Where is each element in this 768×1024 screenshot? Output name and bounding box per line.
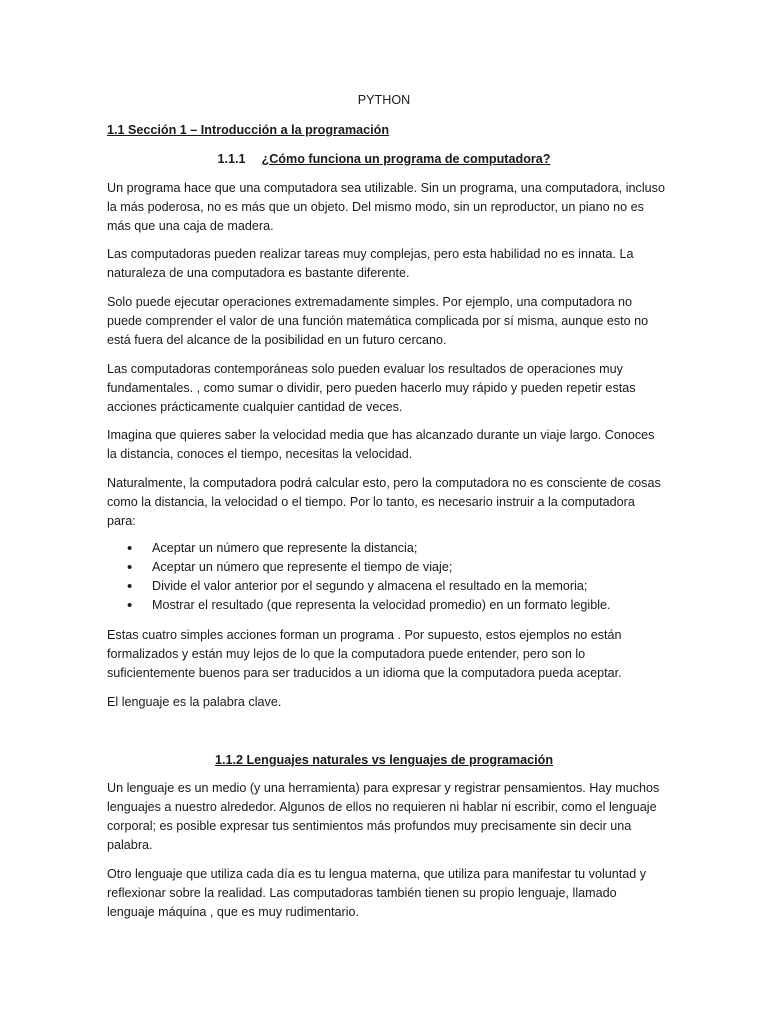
list-item: • Divide el valor anterior por el segundo y almacena el resultado en la memoria; <box>107 577 667 596</box>
paragraph: Un programa hace que una computadora sea utilizable. Sin un programa, una computadora, incluso la más poderosa, no es más que un objeto. Del mismo modo, sin un reproductor, un piano no es más que una caja de madera. <box>107 181 665 233</box>
paragraph: Un lenguaje es un medio (y una herramienta) para expresar y registrar pensamientos. Hay muchos lenguajes a nuestro alrededor. Algunos de ellos no requieren ni hablar ni escribir, como el lenguaje corporal; es posible expresar tus sentimientos más profundos muy precisamente sin decir una palabra. <box>107 781 660 852</box>
paragraph: El lenguaje es la palabra clave. <box>107 695 282 709</box>
paragraph: Imagina que quieres saber la velocidad media que has alcanzado durante un viaje largo. Conoces la distancia, conoces el tiempo, necesitas la velocidad. <box>107 428 655 461</box>
list-item: • Aceptar un número que represente la distancia; <box>107 539 667 558</box>
list-item: • Aceptar un número que represente el tiempo de viaje; <box>107 558 667 577</box>
subsection-heading-1-1-1 <box>0 150 768 169</box>
paragraph: Solo puede ejecutar operaciones extremadamente simples. Por ejemplo, una computadora no puede comprender el valor de una función matemática complicada por sí misma, aunque esto no está fuera del alcance de la posibilidad en un futuro cercano. <box>107 295 649 347</box>
paragraph: Las computadoras pueden realizar tareas muy complejas, pero esta habilidad no es innata. La naturaleza de una computadora es bastante diferente. <box>107 247 634 280</box>
paragraph: Las computadoras contemporáneas solo pueden evaluar los resultados de operaciones muy fundamentales. , como sumar o dividir, pero pueden hacerlo muy rápido y pueden repetir estas acciones prácticamente cualquier cantidad de veces. <box>107 362 636 414</box>
list-item: • Mostrar el resultado (que representa la velocidad promedio) en un formato legible. <box>107 596 667 615</box>
bullet-list <box>107 539 667 615</box>
document-title: PYTHON <box>357 93 411 107</box>
subsection-title: 1.1.2 Lenguajes naturales vs lenguajes de programación <box>214 753 554 767</box>
paragraph: Estas cuatro simples acciones forman un programa . Por supuesto, estos ejemplos no están formalizados y están muy lejos de lo que la computadora puede entender, pero son lo suficientemente buenos para ser traducidos a un idioma que la computadora pueda aceptar. <box>107 628 622 680</box>
subsection-title: ¿Cómo funciona un programa de computadora? <box>261 152 551 166</box>
paragraph: Otro lenguaje que utiliza cada día es tu lengua materna, que utiliza para manifestar tu voluntad y reflexionar sobre la realidad. Las computadoras también tienen su propio lenguaje, llamado lenguaje máquina , que es muy rudimentario. <box>107 867 647 919</box>
subsection-number: 1.1.1 <box>217 152 246 166</box>
section-heading: 1.1 Sección 1 – Introducción a la programación <box>107 123 390 137</box>
paragraph: Naturalmente, la computadora podrá calcular esto, pero la computadora no es consciente de cosas como la distancia, la velocidad o el tiempo. Por lo tanto, es necesario instruir a la computadora para: <box>107 476 661 528</box>
subsection-heading-1-1-2 <box>0 751 768 770</box>
